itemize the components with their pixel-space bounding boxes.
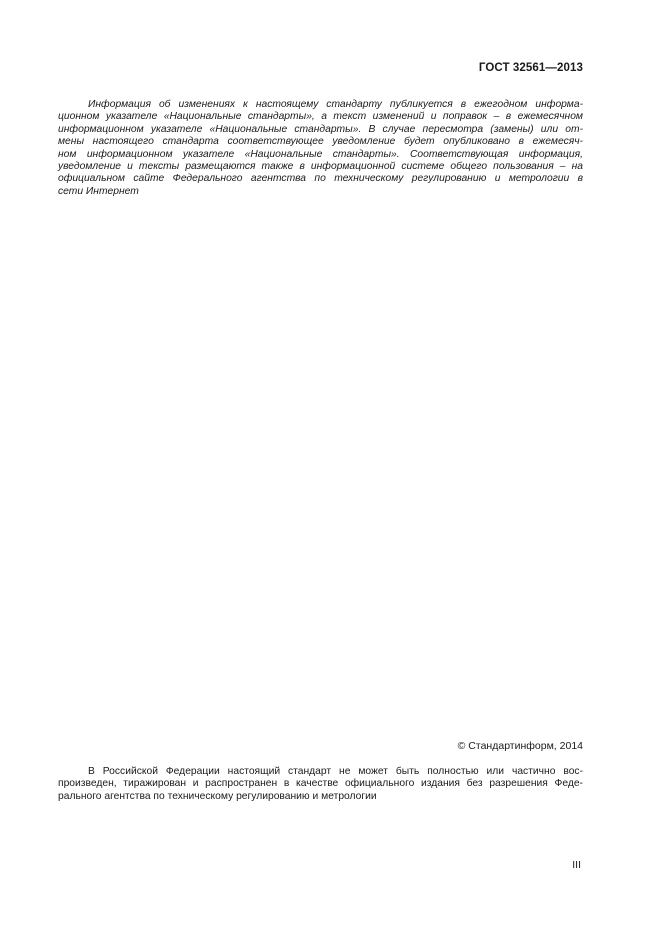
paragraph-line: произведен, тиражирован и распространен в качестве официального издания без разрешения Феде- xyxy=(58,778,583,790)
paragraph-line: уведомление и тексты размещаются также в информационной системе общего пользования – на xyxy=(58,160,583,172)
paragraph-line: Информация об изменениях к настоящему стандарту публикуется в ежегодном информа- xyxy=(88,99,583,110)
amendments-info-paragraph xyxy=(58,99,583,198)
paragraph-line: мены настоящего стандарта соответствующее уведомление будет опубликовано в ежемесяч- xyxy=(58,136,583,148)
paragraph-line: ционном указателе «Национальные стандарты», а текст изменений и поправок – в ежемесячном xyxy=(58,111,583,123)
reproduction-restriction-paragraph xyxy=(58,766,583,803)
document-number-header: ГОСТ 32561—2013 xyxy=(478,62,583,74)
paragraph-line: рального агентства по техническому регулированию и метрологии xyxy=(58,790,377,802)
paragraph-line: В Российской Федерации настоящий стандарт не может быть полностью или частично вос- xyxy=(88,766,583,777)
paragraph-line: информационном указателе «Национальные стандарты». В случае пересмотра (замены) или от- xyxy=(58,123,583,135)
paragraph-line: сети Интернет xyxy=(58,185,139,197)
paragraph-line: официальном сайте Федерального агентства по техническому регулированию и метрологии в xyxy=(58,173,583,185)
page-number: III xyxy=(572,859,581,871)
copyright-notice: © Стандартинформ, 2014 xyxy=(457,740,583,752)
paragraph-line: ном информационном указателе «Национальные стандарты». Соответствующая информация, xyxy=(58,148,583,160)
